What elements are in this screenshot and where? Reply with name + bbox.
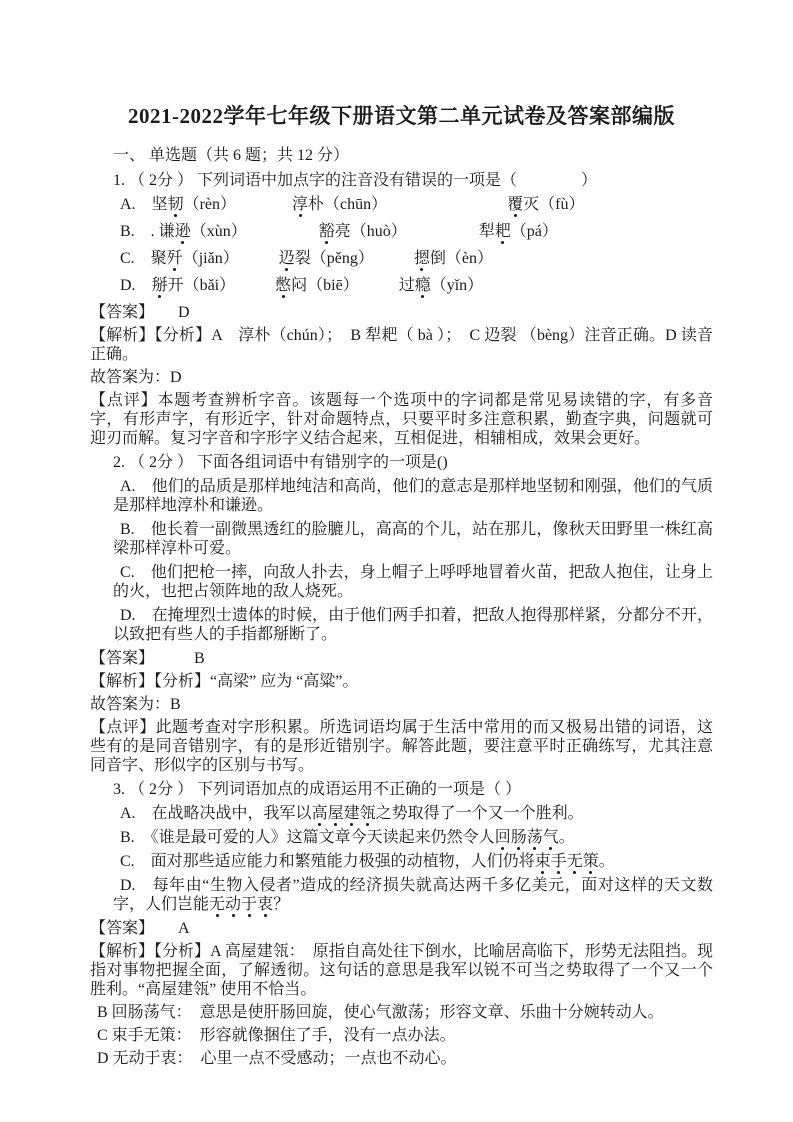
emphasis-dot-char: 憋 <box>275 277 292 294</box>
question-1-comment-text: 【点评】本题考查辨析字音。该题每一个选项中的字词都是常见易读错的字，有多音字，有形声字，有形近字，针对命题特点，只要平时多注意积累，勤查字典，问题就可迎刃而解。复习字音和字形字义结合起来，互相促进，相辅相成，效果会更好。 <box>90 392 713 447</box>
emphasis-dot-char: 覆 <box>507 196 524 213</box>
emphasis-dot-char: 歼 <box>166 250 183 267</box>
question-3-definition-line: D 无动于衷： 心里一点不受感动；一点也不动心。 <box>97 1050 457 1067</box>
question-1-conclusion-line: 故答案为：D <box>90 369 182 386</box>
emphasis-dot-char: 手 <box>550 853 567 870</box>
question-1-option-A: A. 坚韧（rèn） 淳朴（chūn） 覆灭（fù） <box>120 196 585 213</box>
question-1-option-D: D. 掰开（bǎi） 憋闷（biē） 过瘾（yǐn） <box>120 277 484 294</box>
question-2-option-D: D. 在掩埋烈士遗体的时候，由于他们两手扣着，把敌人抱得那样紧，分都分不开，以致把有些人的手指都掰断了。 <box>113 607 713 643</box>
question-3-option-A: A. 在战略决战中，我军以高屋建瓴之势取得了一个又一个胜利。 <box>120 805 584 822</box>
question-3-analysis-text: 【解析】【分析】A 高屋建瓴： 原指自高处往下倒水，比喻居高临下，形势无法阻挡。现指对事物把握全面，了解透彻。这句话的意思是我军以锐不可当之势取得了一个又一个胜利。“高屋建瓴” 使用不恰当。 <box>90 943 713 998</box>
question-3-definition-line: C 束手无策： 形容就像捆住了手，没有一点办法。 <box>97 1027 456 1044</box>
question-3-option-B: B. 《谁是最可爱的人》这篇文章今天读起来仍然令人回肠荡气。 <box>120 829 575 846</box>
emphasis-dot-char: 高 <box>311 805 328 822</box>
section-heading: 一、 单选题（共 6 题；共 12 分） <box>113 147 350 164</box>
emphasis-dot-char: 衷 <box>257 896 274 913</box>
emphasis-dot-char: 瓴 <box>359 805 376 822</box>
emphasis-dot-char: 逊 <box>174 223 191 240</box>
question-3-option-D: D. 每年由“生物入侵者”造成的经济损失就高达两千多亿美元，面对这样的天文数字，人们岂能无动于衷？ <box>113 877 713 913</box>
emphasis-dot-char: 掰 <box>151 277 168 294</box>
emphasis-dot-char: 摁 <box>413 250 430 267</box>
emphasis-dot-char: 气 <box>542 829 559 846</box>
exam-title: 2021-2022学年七年级下册语文第二单元试卷及答案部编版 <box>128 104 675 128</box>
emphasis-dot-char: 辸 <box>278 250 295 267</box>
question-1-stem: 1. （ 2分 ） 下列词语中加点字的注音没有错误的一项是（ ） <box>113 172 598 189</box>
question-2-option-B: B. 他长着一副微黑透红的脸膔儿，高高的个儿，站在那儿，像秋天田野里一株红高梁那样淳朴可爱。 <box>113 521 713 557</box>
question-2-conclusion-line: 故答案为：B <box>90 696 181 713</box>
question-2-analysis-text: 【解析】【分析】“高梁” 应为 “高粱”。 <box>90 673 359 690</box>
emphasis-dot-char: 豁 <box>318 223 335 240</box>
question-1-option-C: C. 聚歼（jiǎn） 辸裂（pěng） 摁倒（èn） <box>120 250 493 267</box>
emphasis-dot-char: 动 <box>225 896 242 913</box>
emphasis-dot-char: 无 <box>566 853 583 870</box>
emphasis-dot-char: 淳 <box>292 196 309 213</box>
emphasis-dot-char: 韧 <box>167 196 184 213</box>
emphasis-dot-char: 耙 <box>494 223 511 240</box>
exam-body <box>90 146 713 1068</box>
question-2-option-A: A. 他们的品质是那样地纯洁和高尚，他们的意志是那样地坚韧和刚强，他们的气质是那样地淳朴和谦逊。 <box>113 478 713 514</box>
question-3-definition-line: B 回肠荡气： 意思是使肝肠回旋，使心气激荡；形容文章、乐曲十分婉转动人。 <box>97 1004 664 1021</box>
emphasis-dot-char: 肠 <box>510 829 527 846</box>
emphasis-dot-char: 束 <box>534 853 551 870</box>
emphasis-dot-char: 于 <box>241 896 258 913</box>
emphasis-dot-char: 策 <box>582 853 599 870</box>
question-2-answer-line: 【答案】 B <box>90 650 205 667</box>
emphasis-dot-char: 无 <box>209 896 226 913</box>
emphasis-dot-char: 建 <box>343 805 360 822</box>
emphasis-dot-char: 回 <box>494 829 511 846</box>
question-3-stem: 3. （ 2分 ） 下列词语加点的成语运用不正确的一项是（ ） <box>113 781 522 798</box>
question-2-stem: 2. （ 2分 ） 下面各组词语中有错别字的一项是() <box>113 454 448 471</box>
emphasis-dot-char: 荡 <box>526 829 543 846</box>
question-1-analysis-text: 【解析】【分析】A 淳朴（chún）； B 犁耙（ bà ）； C 辸裂 （bèng）注音正确。D 读音正确。 <box>90 327 713 363</box>
question-3-option-C: C. 面对那些适应能力和繁殖能力极强的动植物，人们仍将束手无策。 <box>120 853 615 870</box>
question-2-option-C: C. 他们把枪一摔，向敌人扑去，身上帽子上呼呼地冒着火苗，把敌人抱住，让身上的火，也把占领阵地的敌人烧死。 <box>113 564 713 600</box>
question-1-option-B: B. . 谦逊（xùn） 豁亮（huò） 犁耙（pá） <box>120 223 558 240</box>
emphasis-dot-char: 屋 <box>327 805 344 822</box>
emphasis-dot-char: 瘾 <box>414 277 431 294</box>
question-3-answer-line: 【答案】 A <box>90 920 190 937</box>
question-1-answer-line: 【答案】 D <box>90 304 190 321</box>
question-2-comment-text: 【点评】此题考查对字形积累。所选词语均属于生活中常用的而又极易出错的词语，这些有的是同音错别字，有的是形近错别字。解答此题，要注意平时正确练写，尤其注意同音字、形似字的区别与书写。 <box>90 719 713 774</box>
